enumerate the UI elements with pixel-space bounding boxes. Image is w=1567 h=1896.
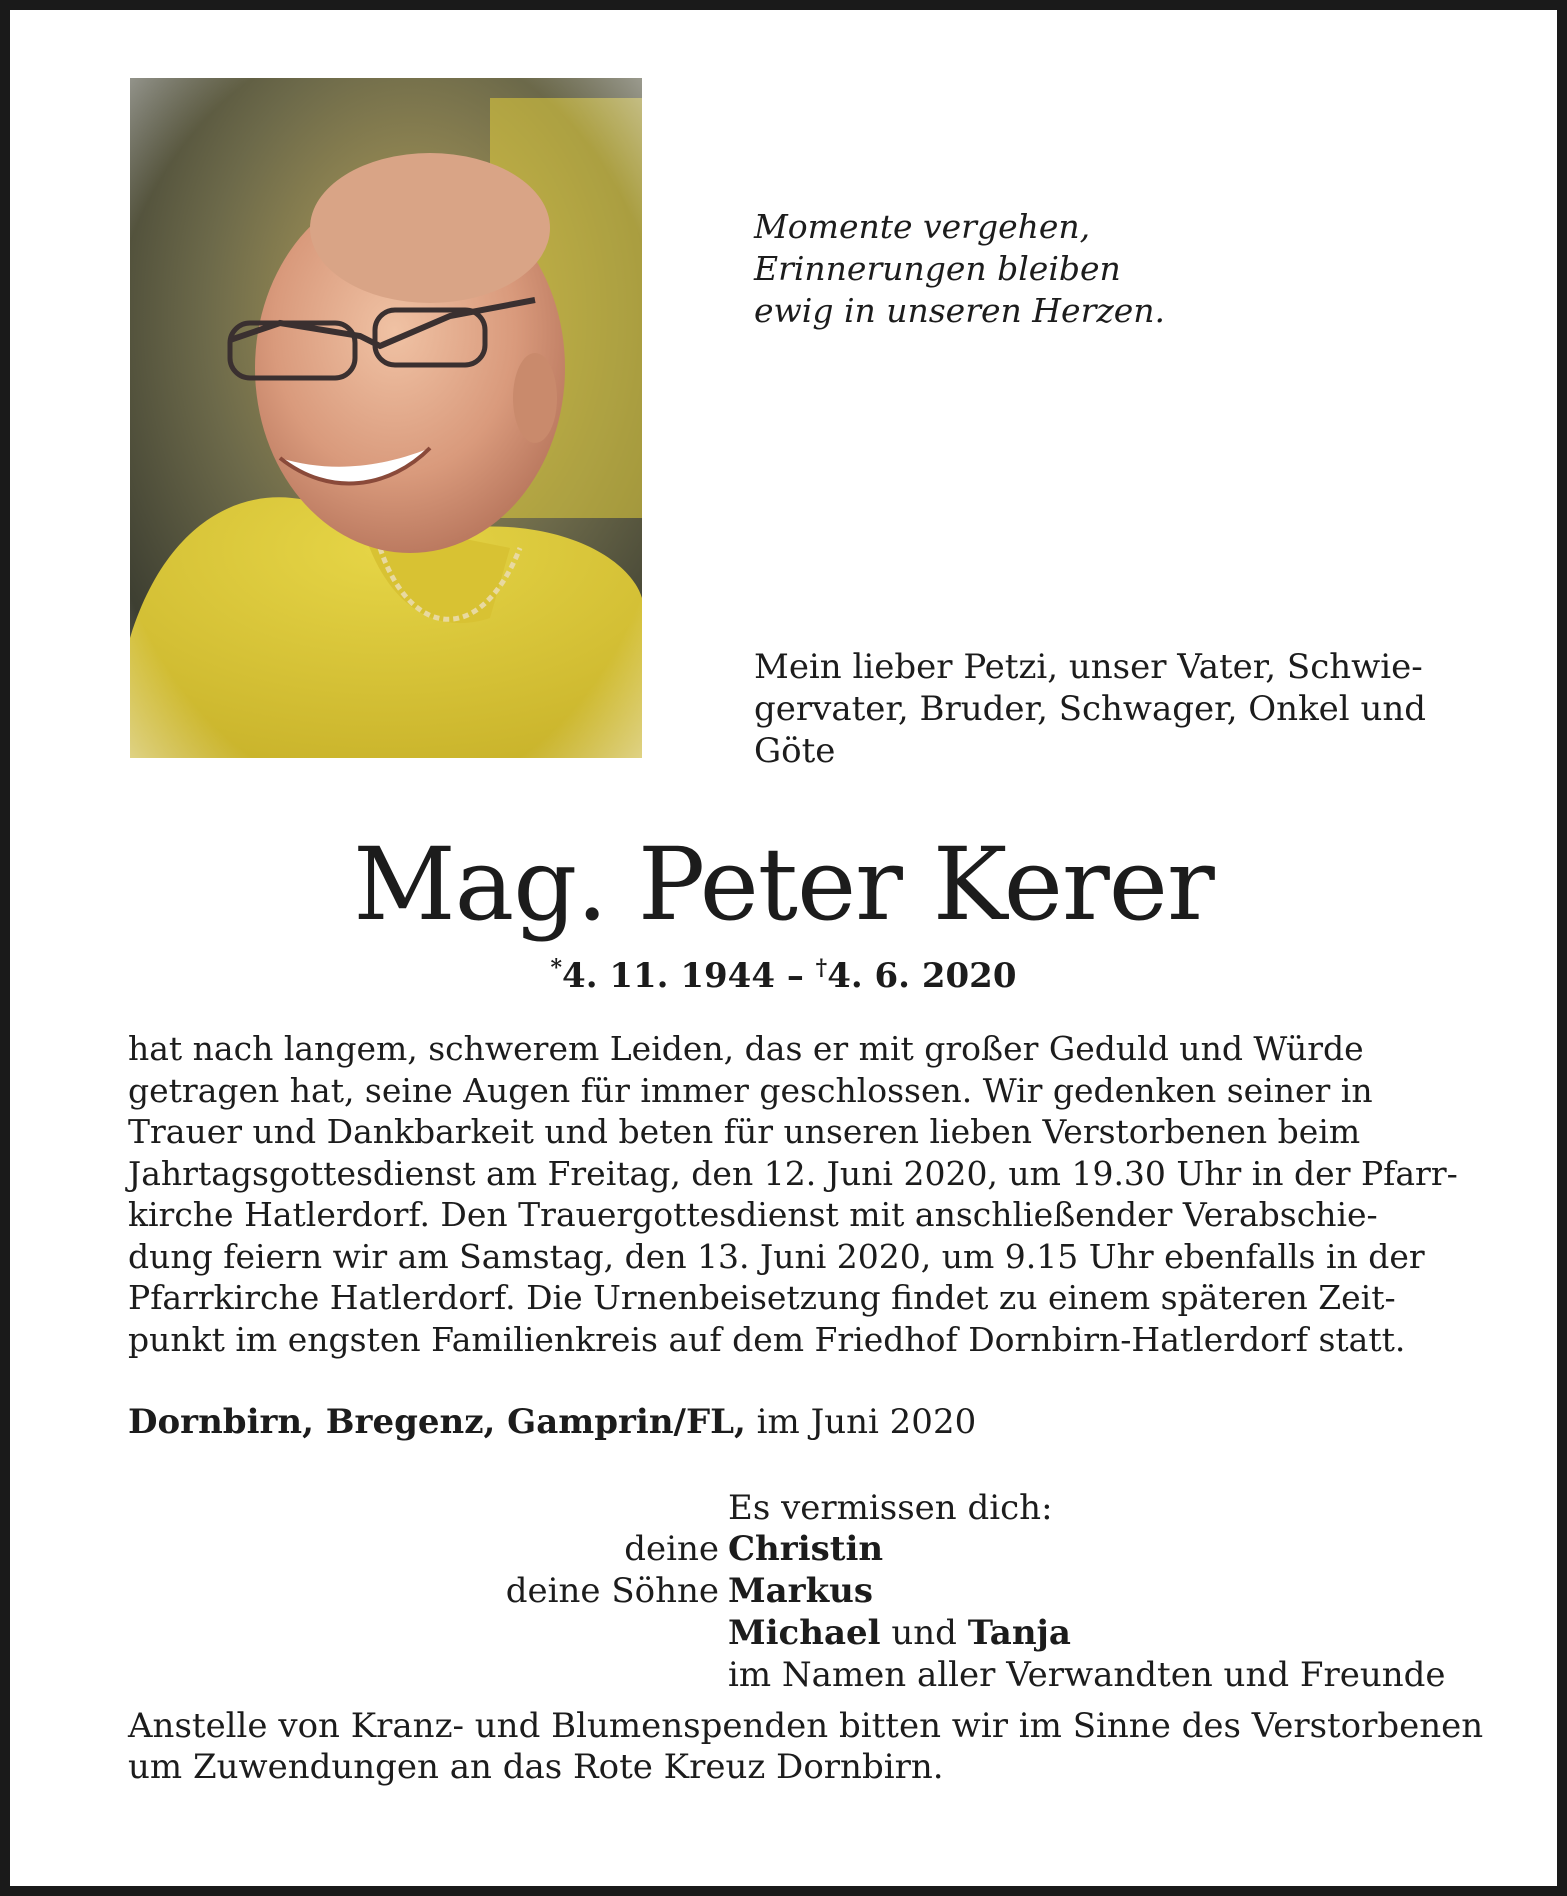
birth-date: 4. 11. 1944 [562, 956, 775, 996]
mourner-name [728, 1528, 883, 1570]
mourners-heading: Es vermissen dich: [728, 1488, 1053, 1528]
mourner-name-text: Michael [728, 1613, 881, 1653]
footer-line: Anstelle von Kranz- und Blumenspenden bitten wir im Sinne des Verstorbenen [128, 1706, 1484, 1746]
announcement-date: im Juni 2020 [745, 1402, 977, 1442]
portrait-photo [130, 78, 642, 758]
life-dates [10, 946, 1557, 998]
body-line: kirche Hatlerdorf. Den Trauergottesdienst mit anschließender Verabschie- [128, 1195, 1378, 1234]
donation-note [128, 1706, 1484, 1788]
mourner-row [10, 1654, 1557, 1696]
date-separator: – [774, 956, 816, 996]
motto-verse [754, 206, 1354, 332]
mourners-list [10, 1528, 1557, 1696]
intro-text [754, 646, 1454, 772]
mourner-name-text: Markus [728, 1571, 873, 1611]
mourner-name [728, 1612, 1071, 1654]
body-line: Trauer und Dankbarkeit und beten für unseren lieben Verstorbenen beim [128, 1112, 1361, 1151]
intro-line: Mein lieber Petzi, unser Vater, Schwie- [754, 647, 1423, 687]
motto-line: ewig in unseren Herzen. [754, 291, 1166, 330]
birth-star-icon: * [550, 955, 563, 981]
mourner-relation: deine [624, 1529, 719, 1569]
mourners-closing: im Namen aller Verwandten und Freunde [728, 1655, 1446, 1695]
motto-line: Erinnerungen bleiben [754, 249, 1121, 288]
footer-line: um Zuwendungen an das Rote Kreuz Dornbirn. [128, 1747, 944, 1787]
mourner-name-text: Tanja [967, 1613, 1071, 1653]
intro-line: gervater, Bruder, Schwager, Onkel und [754, 689, 1427, 729]
mourner-connector: und [880, 1613, 968, 1653]
body-line: dung feiern wir am Samstag, den 13. Juni 2020, um 9.15 Uhr ebenfalls in der [128, 1236, 1425, 1276]
mourner-row [10, 1570, 1557, 1612]
body-line: punkt im engsten Familienkreis auf dem Friedhof Dornbirn-Hatlerdorf statt. [128, 1319, 1406, 1359]
mourner-name [728, 1570, 873, 1612]
place-and-date [128, 1400, 976, 1444]
mourner-relation: deine Söhne [505, 1571, 719, 1611]
deceased-name: Mag. Peter Kerer [353, 826, 1214, 943]
death-date: 4. 6. 2020 [827, 956, 1017, 996]
body-line: Pfarrkirche Hatlerdorf. Die Urnenbeisetzung findet zu einem späteren Zeit- [128, 1278, 1396, 1317]
body-line: Jahrtagsgottesdienst am Freitag, den 12. Juni 2020, um 19.30 Uhr in der Pfarr- [128, 1153, 1458, 1193]
motto-line: Momente vergehen, [754, 207, 1091, 246]
body-line: getragen hat, seine Augen für immer geschlossen. Wir gedenken seiner in [128, 1070, 1373, 1110]
obituary-page [10, 10, 1557, 1886]
mourner-row [10, 1612, 1557, 1654]
intro-line: Göte [754, 731, 836, 771]
announcement-body [128, 1028, 1458, 1360]
places: Dornbirn, Bregenz, Gamprin/FL, [128, 1402, 746, 1442]
mourner-row [10, 1528, 1557, 1570]
mourner-name-text: Christin [728, 1529, 884, 1569]
death-cross-icon: † [815, 955, 828, 981]
body-line: hat nach langem, schwerem Leiden, das er mit großer Geduld und Würde [128, 1029, 1364, 1068]
